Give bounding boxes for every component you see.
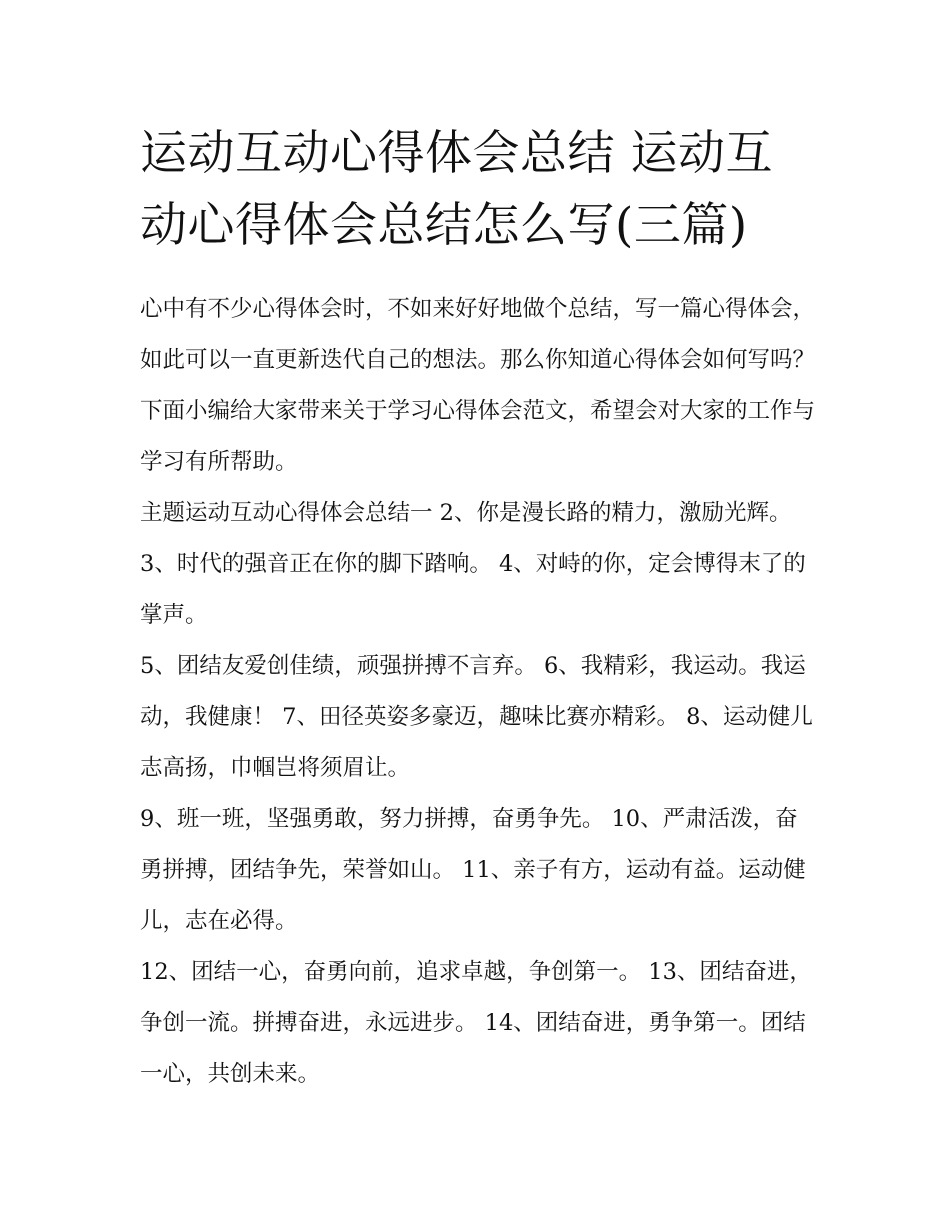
document-page xyxy=(140,118,815,1100)
body-paragraph-3: 9、班一班，坚强勇敢，努力拼搏，奋勇争先。 10、严肃活泼，奋勇拼搏，团结争先，荣誉如山。 11、亲子有方，运动有益。运动健儿，志在必得。 xyxy=(140,806,806,934)
body-paragraph-2: 5、团结友爱创佳绩，顽强拼搏不言弃。 6、我精彩，我运动。我运动，我健康！ 7、田径英姿多豪迈，趣味比赛亦精彩。 8、运动健儿志高扬，巾帼岂将须眉让。 xyxy=(140,653,813,781)
body-paragraph-1: 主题运动互动心得体会总结一 2、你是漫长路的精力，激励光辉。 3、时代的强音正在你的脚下踏响。 4、对峙的你，定会博得末了的掌声。 xyxy=(140,500,806,628)
document-title: 运动互动心得体会总结 运动互动心得体会总结怎么写(三篇) xyxy=(140,126,773,253)
intro-paragraph: 心中有不少心得体会时，不如来好好地做个总结，写一篇心得体会，如此可以一直更新迭代自己的想法。那么你知道心得体会如何写吗？下面小编给大家带来关于学习心得体会范文，希望会对大家的工作与学习有所帮助。 xyxy=(140,296,816,475)
body-paragraph-4: 12、团结一心，奋勇向前，追求卓越，争创第一。 13、团结奋进，争创一流。拼搏奋进，永远进步。 14、团结奋进，勇争第一。团结一心，共创未来。 xyxy=(140,959,812,1087)
